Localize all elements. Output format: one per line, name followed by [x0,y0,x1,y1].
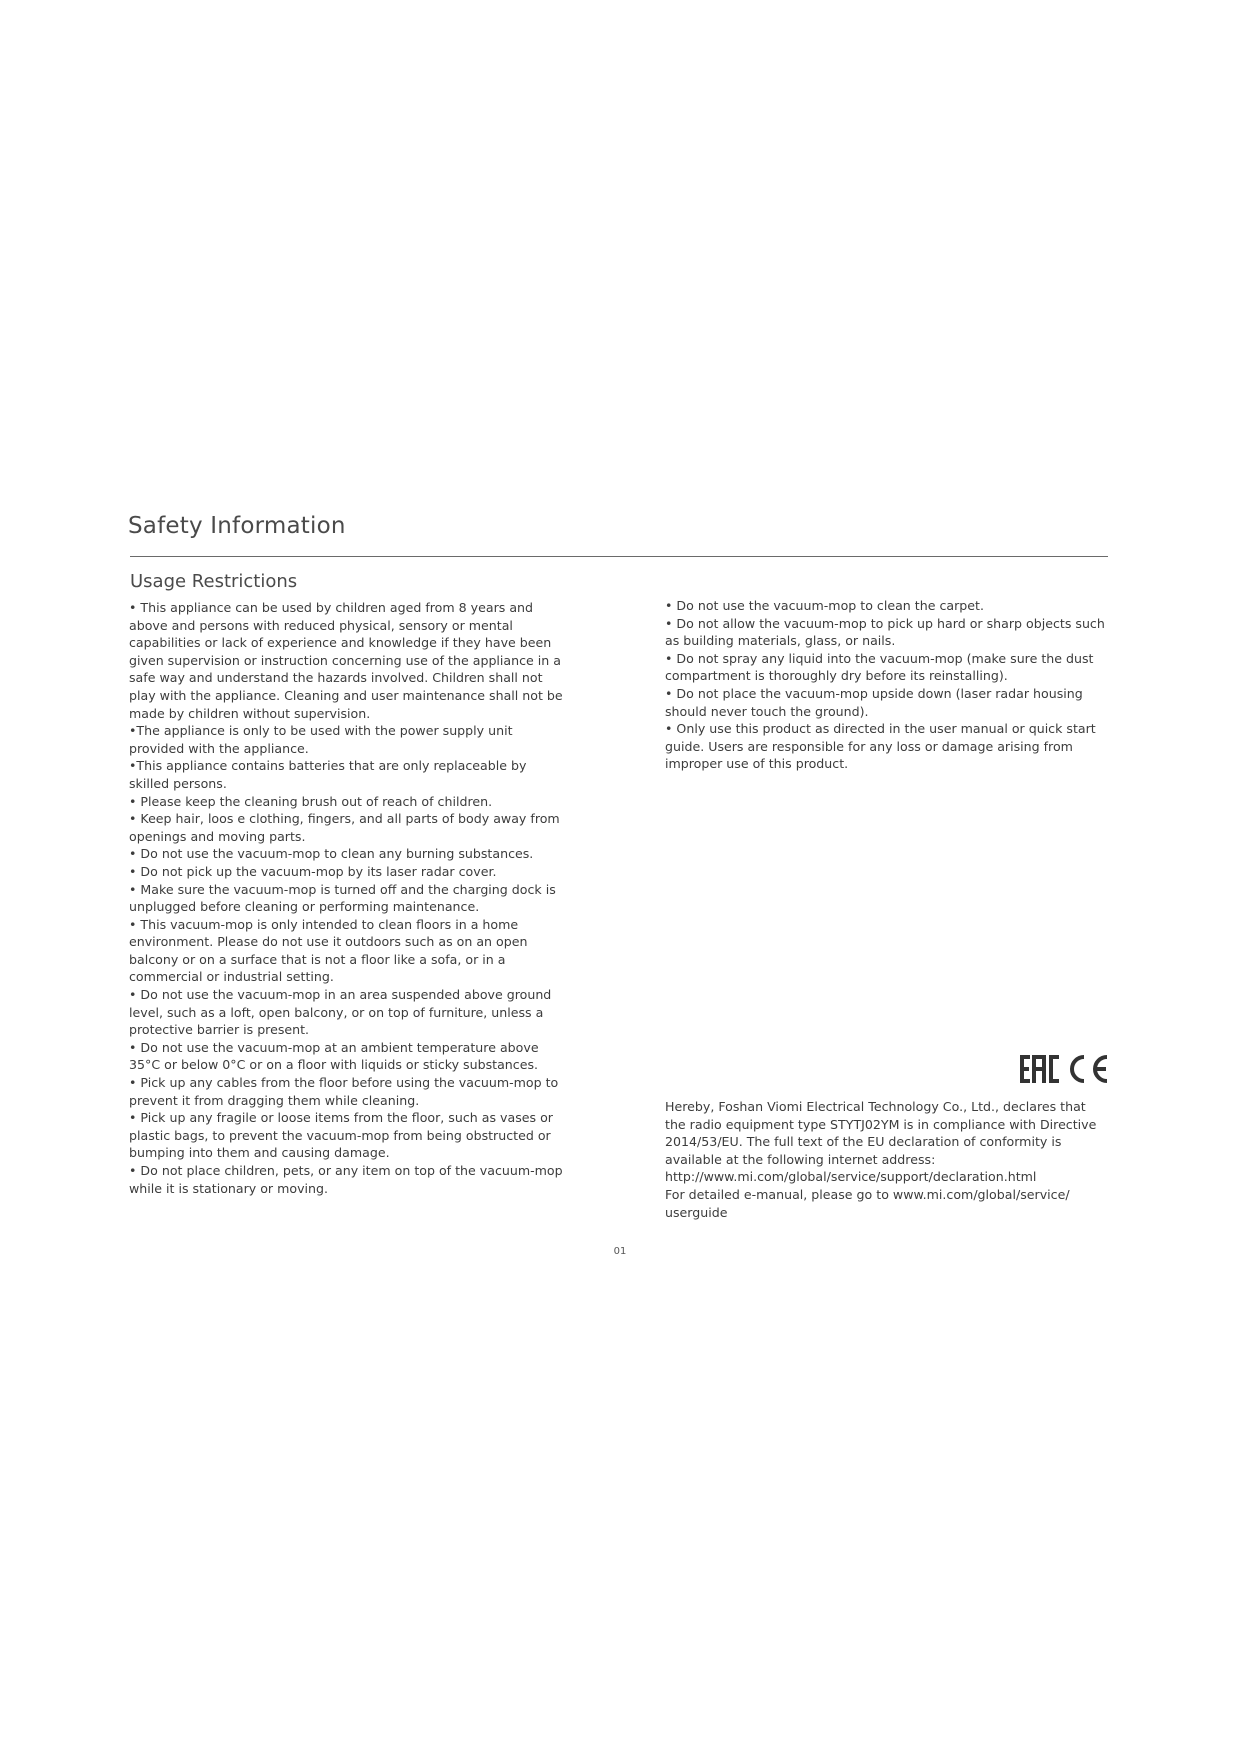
restriction-item: • This appliance can be used by children aged from 8 years and above and persons with reduced physical, sensory or mental capabilities or lack of experience and knowledge if they have been given supervision or instruction concerning use of the appliance in a safe way and understand the hazards involved. Children shall not play with the appliance. Cleaning and user maintenance shall not be made by children without supervision. [129,600,563,721]
eac-mark-icon [1020,1055,1059,1083]
ce-mark-icon [1072,1057,1107,1081]
declaration-text: Hereby, Foshan Viomi Electrical Technology Co., Ltd., declares that the radio equipment type STYTJ02YM is in compliance with Directive 2014/53/EU. The full text of the EU declaration of conformity is available at the following internet address: [665,1099,1097,1167]
restriction-item: • Do not spray any liquid into the vacuum-mop (make sure the dust compartment is thoroughly dry before its reinstalling). [665,650,1094,684]
restriction-item: • Please keep the cleaning brush out of reach of children. [129,793,493,809]
left-column [129,599,569,1197]
restriction-item: • Keep hair, loos e clothing, fingers, and all parts of body away from openings and moving parts. [129,811,560,844]
restriction-item: • Pick up any fragile or loose items from the floor, such as vases or plastic bags, to prevent the vacuum-mop from being obstructed or bumping into them and causing damage. [129,1110,553,1161]
page-title: Safety Information [128,513,346,539]
restriction-item: • Make sure the vacuum-mop is turned off and the charging dock is unplugged before cleaning or performing maintenance. [129,881,556,915]
restriction-item: • Do not use the vacuum-mop in an area suspended above ground level, such as a loft, open balcony, or on top of furniture, unless a protective barrier is present. [129,987,552,1038]
restriction-item: • Do not pick up the vacuum-mop by its laser radar cover. [129,863,497,879]
restriction-item: •The appliance is only to be used with the power supply unit provided with the appliance. [129,723,513,756]
restriction-item: • Do not use the vacuum-mop at an ambient temperature above 35°C or below 0°C or on a floor with liquids or sticky substances. [129,1039,539,1073]
eu-declaration [665,1098,1110,1221]
restriction-item: •This appliance contains batteries that are only replaceable by skilled persons. [129,758,527,791]
declaration-url: http://www.mi.com/global/service/support/declaration.html [665,1169,1037,1185]
certification-marks [1018,1052,1110,1086]
restriction-item: • Do not allow the vacuum-mop to pick up hard or sharp objects such as building materials, glass, or nails. [665,615,1105,649]
page-number: 01 [613,1246,627,1257]
certification-marks-graphic [1018,1052,1110,1086]
restriction-item: • Only use this product as directed in the user manual or quick start guide. Users are responsible for any loss or damage arising from improper use of this product. [665,721,1096,772]
section-heading: Usage Restrictions [130,571,298,592]
restriction-item: • Do not place the vacuum-mop upside down (laser radar housing should never touch the ground). [665,685,1083,719]
restriction-item: • Do not use the vacuum-mop to clean any burning substances. [129,846,534,862]
right-column [665,597,1105,773]
restriction-item: • Do not use the vacuum-mop to clean the carpet. [665,598,984,613]
title-divider [130,556,1108,557]
restriction-item: • This vacuum-mop is only intended to clean floors in a home environment. Please do not use it outdoors such as on an open balcony or on a surface that is not a floor like a sofa, or in a commercial or industrial setting. [129,916,528,985]
restriction-item: • Do not place children, pets, or any item on top of the vacuum-mop while it is stationary or moving. [129,1163,563,1196]
restriction-item: • Pick up any cables from the floor before using the vacuum-mop to prevent it from dragging them while cleaning. [129,1075,559,1108]
emanual-text: For detailed e-manual, please go to www.mi.com/global/service/ userguide [665,1186,1070,1220]
